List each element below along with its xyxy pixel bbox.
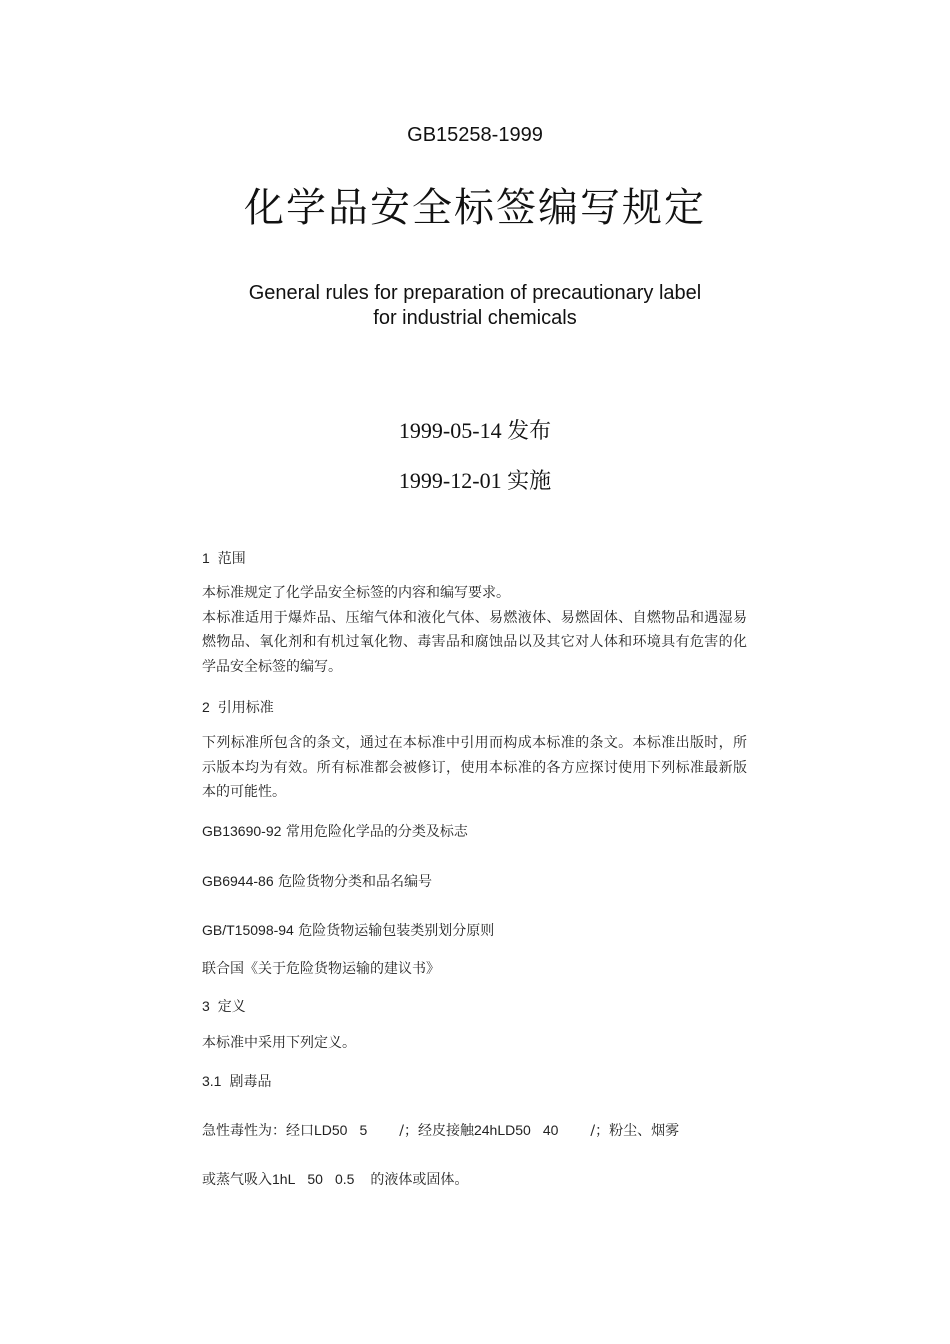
section-3-para-1: 本标准中采用下列定义。 bbox=[202, 1035, 356, 1051]
title-english-line-2: for industrial chemicals bbox=[373, 307, 577, 329]
toxicity-text: 或蒸气吸入 bbox=[202, 1172, 272, 1188]
toxicity-value: 0.5 bbox=[334, 1171, 355, 1187]
toxicity-line-2 bbox=[202, 1169, 468, 1189]
section-3-heading bbox=[202, 996, 246, 1016]
subsection-3-1-title: 剧毒品 bbox=[229, 1074, 272, 1090]
reference-name: 危险货物分类和品名编号 bbox=[278, 874, 433, 890]
section-1-heading bbox=[202, 548, 246, 568]
reference-item bbox=[202, 920, 494, 940]
section-2-heading bbox=[202, 697, 274, 717]
title-english-line-1: General rules for preparation of precautionary label bbox=[248, 282, 702, 304]
toxicity-code: LD50 bbox=[314, 1122, 348, 1138]
title-english bbox=[0, 281, 950, 331]
subsection-3-1-number: 3.1 bbox=[202, 1073, 222, 1089]
title-chinese: 化学品安全标签编写规定 bbox=[244, 185, 706, 231]
standard-number: GB15258-1999 bbox=[407, 124, 543, 146]
section-3-number: 3 bbox=[202, 998, 210, 1014]
reference-name: 危险货物运输包装类别划分原则 bbox=[298, 923, 495, 939]
toxicity-text: 急性毒性为：经口 bbox=[202, 1123, 314, 1139]
reference-item bbox=[202, 871, 432, 891]
section-2-number: 2 bbox=[202, 699, 210, 715]
section-1-body bbox=[202, 581, 747, 680]
toxicity-value: 50 bbox=[307, 1171, 323, 1187]
toxicity-value: 5 bbox=[359, 1122, 368, 1138]
section-1-para-2: 本标准适用于爆炸品、压缩气体和液化气体、易燃液体、易燃固体、自燃物品和遇湿易燃物品、氧化剂和有机过氧化物、毒害品和腐蚀品以及其它对人体和环境具有危害的化学品安全标签的编写。 bbox=[202, 609, 747, 676]
toxicity-code: 24hLD50 bbox=[473, 1122, 531, 1138]
section-1-title: 范围 bbox=[217, 551, 246, 567]
toxicity-text: /；粉尘、烟雾 bbox=[590, 1123, 680, 1139]
publish-date: 1999-05-14 发布 bbox=[398, 418, 552, 443]
implement-date: 1999-12-01 实施 bbox=[398, 468, 552, 493]
toxicity-text: 的液体或固体。 bbox=[370, 1172, 469, 1188]
section-1-number: 1 bbox=[202, 550, 210, 566]
un-reference: 联合国《关于危险货物运输的建议书》 bbox=[202, 961, 440, 977]
toxicity-value: 40 bbox=[542, 1122, 559, 1138]
section-2-title: 引用标准 bbox=[217, 700, 274, 716]
section-3-title: 定义 bbox=[217, 999, 246, 1015]
reference-code: GB6944-86 bbox=[202, 873, 274, 889]
reference-code: GB13690-92 bbox=[202, 823, 282, 839]
reference-code: GB/T15098-94 bbox=[202, 922, 294, 938]
toxicity-code: 1hL bbox=[272, 1171, 296, 1187]
section-1-para-1: 本标准规定了化学品安全标签的内容和编写要求。 bbox=[202, 585, 510, 601]
subsection-3-1-heading bbox=[202, 1071, 271, 1091]
toxicity-line-1 bbox=[202, 1120, 679, 1140]
reference-name: 常用危险化学品的分类及标志 bbox=[285, 824, 468, 840]
reference-item bbox=[202, 821, 468, 841]
section-2-para-1: 下列标准所包含的条文，通过在本标准中引用而构成本标准的条文。本标准出版时，所示版本均为有效。所有标准都会被修订，使用本标准的各方应探讨使用下列标准最新版本的可能性。 bbox=[202, 735, 747, 801]
toxicity-text: /；经皮接触 bbox=[399, 1123, 474, 1139]
